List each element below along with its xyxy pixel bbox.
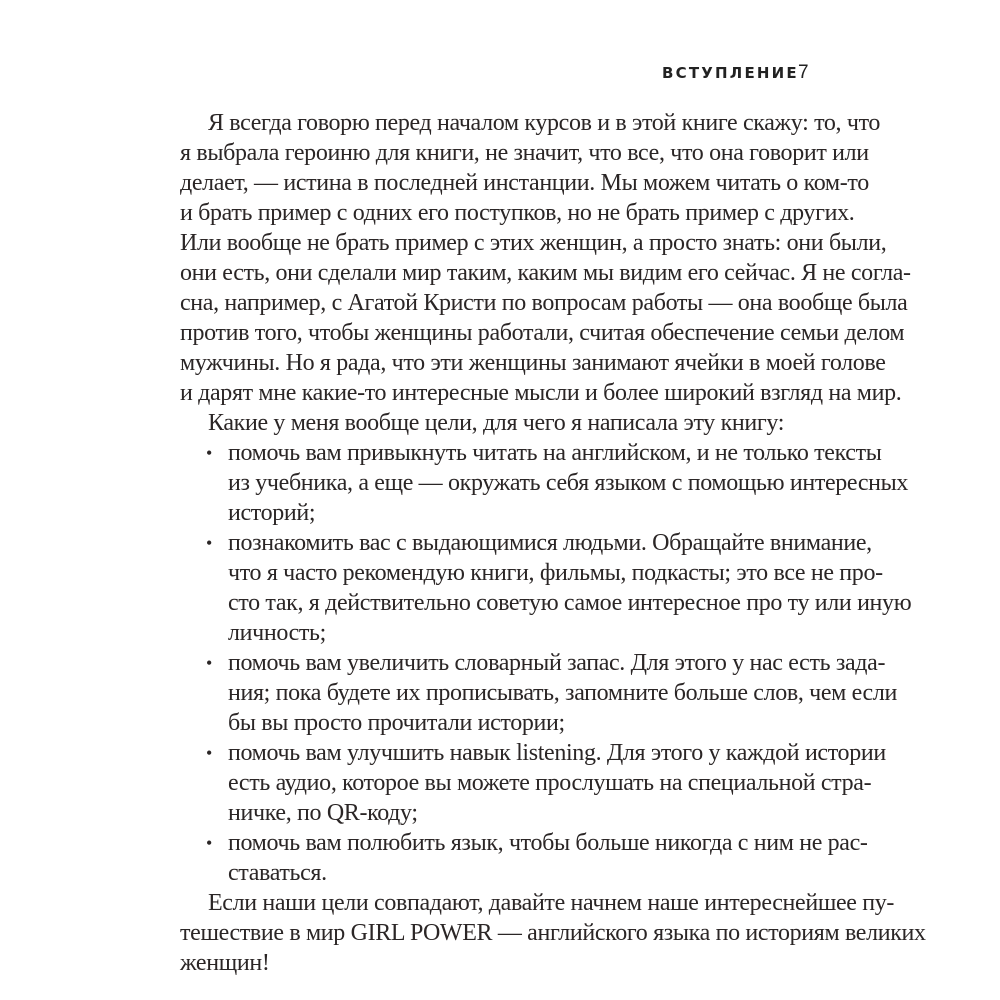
paragraph-line: я выбрала героиню для книги, не значит, что все, что она говорит или — [180, 140, 869, 166]
bullet-item — [180, 528, 912, 648]
paragraph-line: сна, например, с Агатой Кристи по вопросам работы — она вообще была — [180, 290, 908, 316]
paragraph-line: мужчины. Но я рада, что эти женщины занимают ячейки в моей голове — [180, 350, 886, 376]
paragraph-line: Или вообще не брать пример с этих женщин, а просто знать: они были, — [180, 230, 887, 256]
page-number: 7 — [798, 62, 809, 83]
paragraph-line: против того, чтобы женщины работали, считая обеспечение семьи делом — [180, 320, 905, 346]
bullet-item — [180, 738, 886, 828]
bullet-line: из учебника, а еще — окружать себя языком с помощью интересных — [228, 470, 909, 496]
bullet-marker: • — [206, 743, 212, 763]
bullet-line: личность; — [228, 620, 326, 646]
paragraph-line: и дарят мне какие-то интересные мысли и более широкий взгляд на мир. — [180, 380, 902, 406]
body-text — [180, 108, 926, 978]
paragraph-line: они есть, они сделали мир таким, каким мы видим его сейчас. Я не согла- — [180, 260, 911, 286]
closing-paragraph — [180, 888, 926, 978]
bullet-line: помочь вам полюбить язык, чтобы больше никогда с ним не рас- — [228, 830, 868, 856]
bullet-line: познакомить вас с выдающимися людьми. Обращайте внимание, — [228, 530, 872, 556]
goals-intro: Какие у меня вообще цели, для чего я написала эту книгу: — [208, 410, 785, 436]
bullet-line: бы вы просто прочитали истории; — [228, 710, 565, 736]
bullet-marker: • — [206, 443, 212, 463]
paragraph-line: делает, — истина в последней инстанции. Мы можем читать о ком-то — [180, 170, 869, 196]
bullet-line: помочь вам увеличить словарный запас. Для этого у нас есть зада- — [228, 650, 886, 676]
bullet-marker: • — [206, 533, 212, 553]
bullet-line: ставаться. — [228, 860, 327, 886]
bullet-line: что я часто рекомендую книги, фильмы, подкасты; это все не про- — [228, 560, 883, 586]
bullet-marker: • — [206, 653, 212, 673]
bullet-item — [180, 828, 868, 888]
paragraph-line: тешествие в мир GIRL POWER — английского языка по историям великих — [180, 920, 926, 946]
paragraph-line: Если наши цели совпадают, давайте начнем наше интереснейшее пу- — [208, 890, 894, 916]
running-header — [580, 60, 820, 90]
bullet-line: историй; — [228, 500, 316, 526]
bullet-line: помочь вам улучшить навык listening. Для этого у каждой истории — [228, 740, 886, 766]
bullet-line: ничке, по QR-коду; — [228, 800, 418, 826]
bullet-line: помочь вам привыкнуть читать на английском, и не только тексты — [228, 440, 882, 466]
paragraph-line: женщин! — [180, 950, 270, 976]
bullet-line: ния; пока будете их прописывать, запомните больше слов, чем если — [228, 680, 897, 706]
bullet-item — [180, 438, 909, 528]
paragraph-line: и брать пример с одних его поступков, но не брать пример с других. — [180, 200, 855, 226]
section-title: ВСТУПЛЕНИЕ — [662, 64, 799, 82]
bullet-marker: • — [206, 833, 212, 853]
bullet-line: есть аудио, которое вы можете прослушать на специальной стра- — [228, 770, 872, 796]
paragraph-line: Я всегда говорю перед началом курсов и в этой книге скажу: то, что — [208, 110, 881, 136]
bullet-line: сто так, я действительно советую самое интересное про ту или иную — [228, 590, 912, 616]
intro-paragraph — [180, 108, 911, 408]
bullet-item — [180, 648, 897, 738]
